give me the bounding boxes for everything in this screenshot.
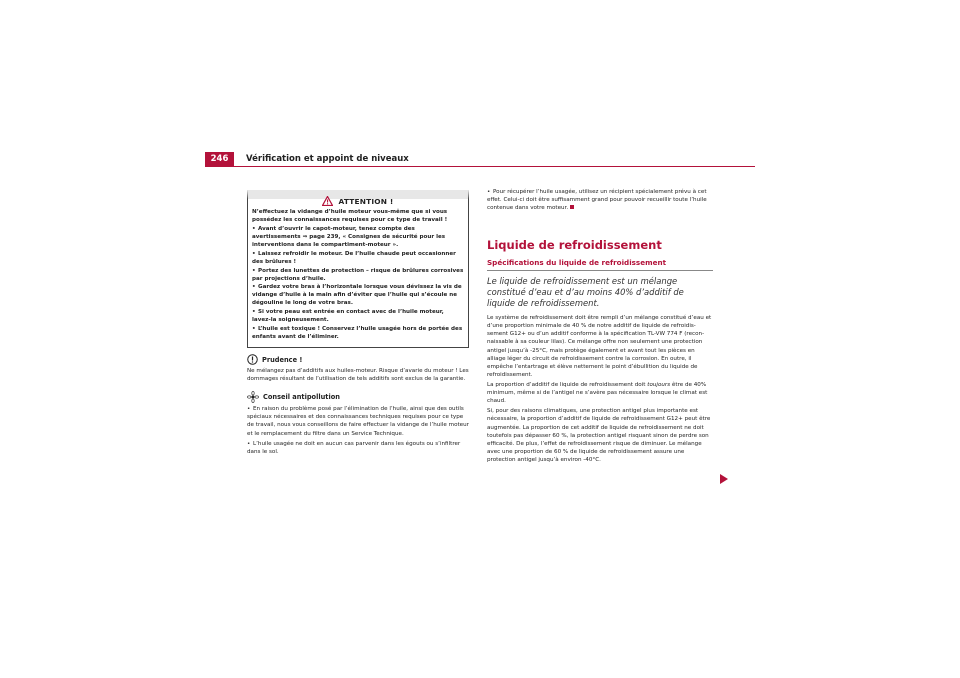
caution-title: Prudence ! bbox=[262, 355, 303, 364]
section-title: Spécifications du liquide de refroidissement bbox=[487, 258, 713, 271]
page-header-title: Vérification et appoint de niveaux bbox=[246, 154, 409, 164]
warning-header bbox=[252, 196, 464, 206]
warning-item: • Avant d’ouvrir le capot-moteur, tenez compte des avertissements ⇒ page 239, « Consignes de sécurité pour les interventions dans le compartiment-moteur ». bbox=[252, 225, 446, 248]
warning-item: • Gardez votre bras à l’horizontale lorsque vous dévissez la vis de vidange d’huile à la main afin d’éviter que l’huile qui s’écoule ne dégouline le long de votre bras. bbox=[252, 284, 462, 307]
coolant-paragraph-2: La proportion d’additif de liquide de refroidissement doit toujours être de 40% minimum, même si de l’antigel ne s’avère pas nécessaire lorsque le climat est chaud. bbox=[487, 381, 708, 405]
page-number: 246 bbox=[205, 152, 234, 166]
env-item: • En raison du problème posé par l’élimination de l’huile, ainsi que des outils spéciaux nécessaires et des connaissances techniques requises pour ce type de travail, nous vous conseillons de faire effectuer la vidange de l’huile moteur et le remplacement du filtre dans un Service Technique. bbox=[247, 406, 469, 437]
oil-collection-bullet: • Pour récupérer l’huile usagée, utilisez un récipient spécialement prévu à cet effet. Celui-ci doit être suffisamment grand pour pouvoir recueillir toute l’huile contenue dans votre moteur. bbox=[487, 189, 707, 212]
caution-exclamation-icon bbox=[247, 354, 258, 365]
caution-text: Ne mélangez pas d’additifs aux huiles-moteur. Risque d’avarie du moteur ! Les dommages résultant de l’utilisation de tels additifs sont exclus de la garantie. bbox=[247, 368, 469, 383]
env-item: • L’huile usagée ne doit en aucun cas parvenir dans les égouts ou s’infiltrer dans le sol. bbox=[247, 440, 461, 455]
right-column bbox=[487, 188, 713, 466]
next-page-arrow-icon bbox=[720, 474, 728, 484]
warning-item: • Laissez refroidir le moteur. De l’huile chaude peut occasionner des brûlures ! bbox=[252, 250, 456, 265]
env-title: Conseil antipollution bbox=[263, 393, 340, 402]
left-column bbox=[247, 190, 469, 458]
coolant-paragraph-3: Si, pour des raisons climatiques, une protection antigel plus importante est nécessaire, la proportion d’additif de liquide de refroidissement G12+ peut être augmentée. La proportion de cet additif de liquide de refroidissement ne doit toutefois pas dépasser 60 %, la protection antigel risquant sinon de perdre son efficacité. De plus, l’effet de refroidissement risque de diminuer. Le mélange avec une proportion de 60 % de liquide de refroidissement assure une protection antigel jusqu’à environ -40°C. bbox=[487, 408, 711, 463]
header-rule bbox=[205, 166, 755, 167]
warning-item: • Portez des lunettes de protection – risque de brûlures corrosives par projections d’huile. bbox=[252, 267, 464, 282]
environment-leaf-icon bbox=[247, 391, 259, 403]
caution-header bbox=[247, 354, 469, 365]
chapter-title: Liquide de refroidissement bbox=[487, 238, 662, 253]
coolant-paragraph-1: Le système de refroidissement doit être rempli d’un mélange constitué d’eau et d’une proportion minimale de 40 % de notre additif de liquide de refroidis-sement G12+ ou d’un additif conforme à la spécification TL-VW 774 F (recon-naissable à sa couleur lilas). Ce mélange offre non seulement une protection antigel jusqu’à -25°C, mais protège également et avant tout les pièces en alliage léger du circuit de refroidissement contre la corrosion. En outre, il empêche l’entartrage et élève nettement le point d’ébullition du liquide de refroidissement. bbox=[487, 315, 712, 378]
env-header bbox=[247, 391, 469, 403]
warning-triangle-icon bbox=[322, 196, 333, 206]
warning-title: ATTENTION ! bbox=[338, 196, 394, 206]
warning-intro: N’effectuez la vidange d’huile moteur vous-même que si vous possédez les connaissances requises pour ce type de travail ! bbox=[252, 209, 448, 223]
warning-item: • L’huile est toxique ! Conservez l’huile usagée hors de portée des enfants avant de l’éliminer. bbox=[252, 326, 463, 341]
warning-item: • Si votre peau est entrée en contact avec de l’huile moteur, lavez-la soigneusement. bbox=[252, 309, 444, 324]
section-intro: Le liquide de refroidissement est un mélange constitué d’eau et d’au moins 40% d’additif de liquide de refroidissement. bbox=[487, 276, 684, 309]
warning-box bbox=[247, 190, 469, 348]
end-of-section-mark bbox=[570, 205, 574, 209]
